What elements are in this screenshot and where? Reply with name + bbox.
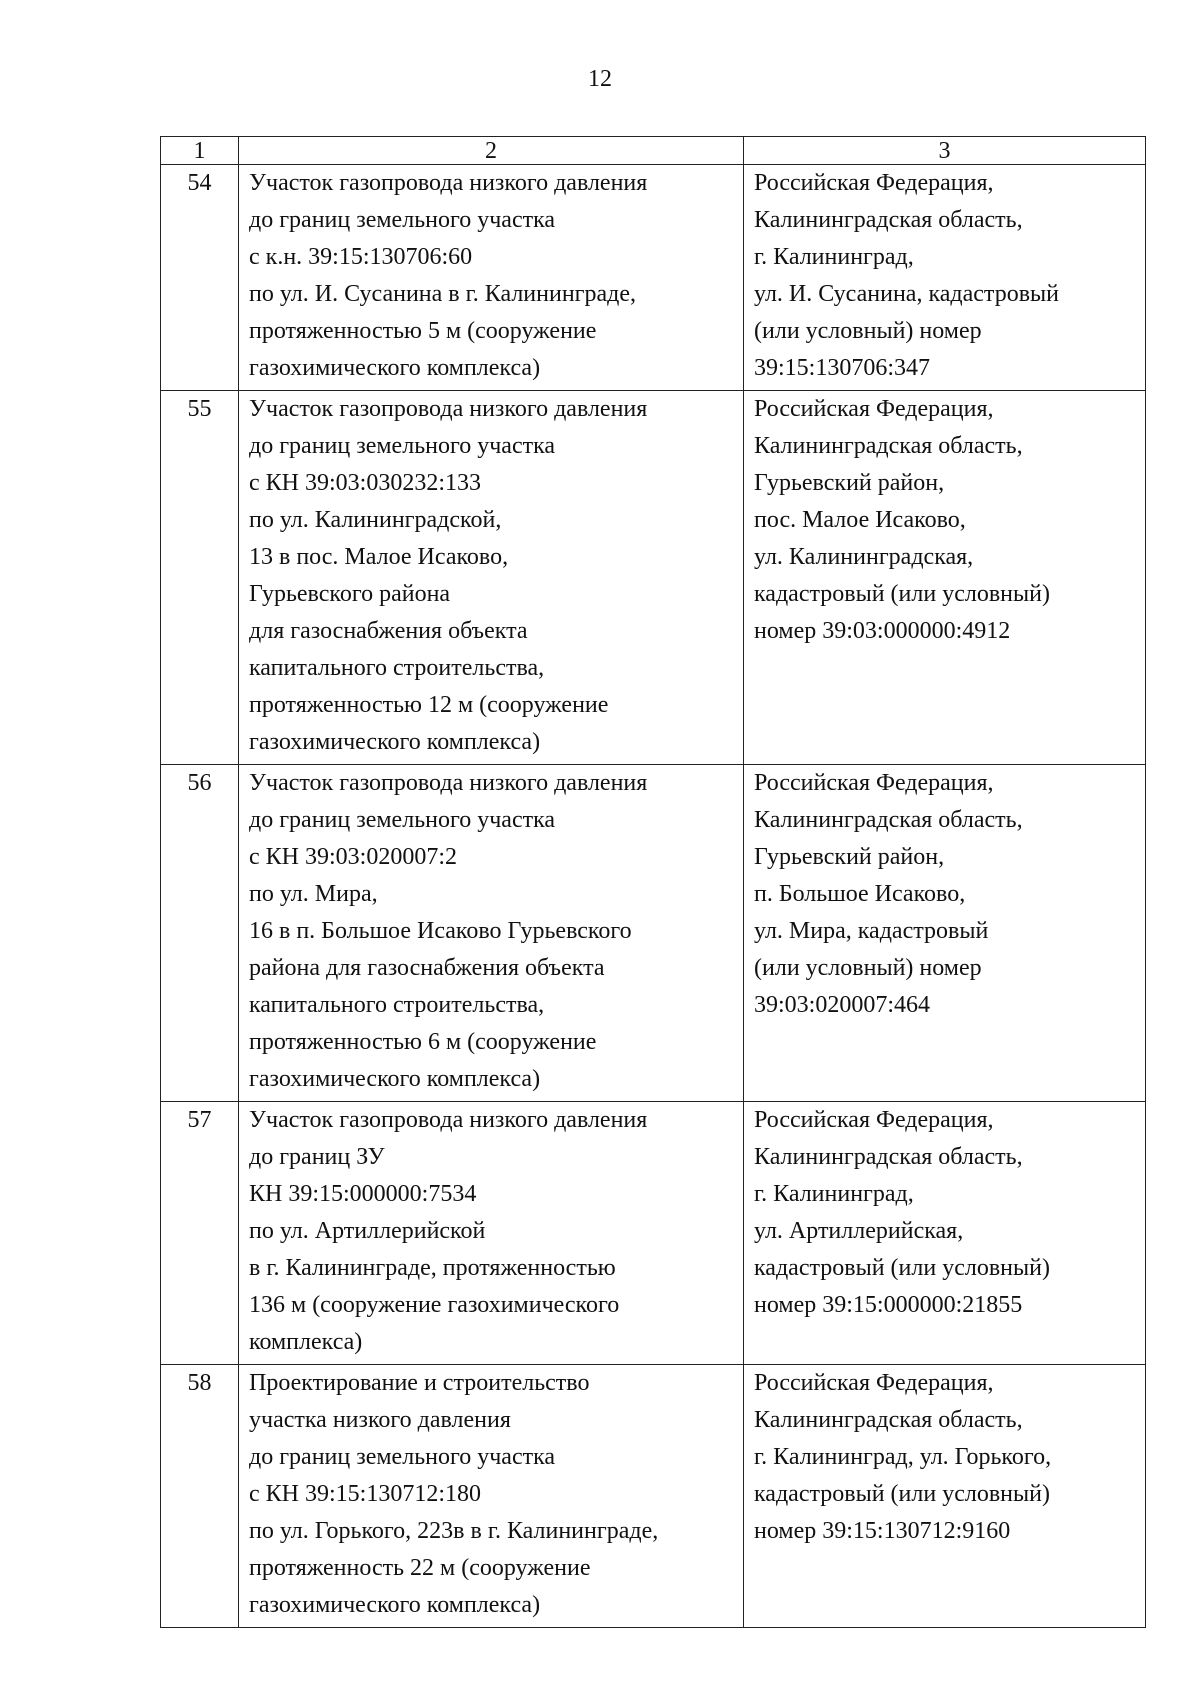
property-table xyxy=(160,136,1146,1628)
description-line: протяженность 22 м (сооружение xyxy=(249,1555,591,1581)
description-line: до границ земельного участка xyxy=(249,807,556,833)
address-line: п. Большое Исаково, xyxy=(754,881,966,907)
address-line: (или условный) номер xyxy=(754,318,982,344)
description-line: Участок газопровода низкого давления xyxy=(249,396,648,422)
description-line: протяженностью 6 м (сооружение xyxy=(249,1029,597,1055)
address-line: кадастровый (или условный) xyxy=(754,581,1050,607)
row-number: 55 xyxy=(161,391,239,765)
description-line: капитального строительства, xyxy=(249,992,545,1018)
description-line: по ул. Мира, xyxy=(249,881,378,907)
address-line: Калининградская область, xyxy=(754,207,1023,233)
table-row xyxy=(161,1102,1146,1365)
description-line: комплекса) xyxy=(249,1329,363,1355)
description-line: газохимического комплекса) xyxy=(249,1066,541,1092)
address-cell xyxy=(744,165,1146,391)
description-line: по ул. Горького, 223в в г. Калининграде, xyxy=(249,1518,659,1544)
description-line: 136 м (сооружение газохимического xyxy=(249,1292,620,1318)
description-line: до границ ЗУ xyxy=(249,1144,385,1170)
object-description-cell xyxy=(239,391,744,765)
description-line: с КН 39:03:030232:133 xyxy=(249,470,481,496)
description-line: газохимического комплекса) xyxy=(249,355,541,381)
address-line: 39:15:130706:347 xyxy=(754,355,931,381)
row-number: 57 xyxy=(161,1102,239,1365)
address-line: Российская Федерация, xyxy=(754,1107,994,1133)
address-line: 39:03:020007:464 xyxy=(754,992,931,1018)
address-line: Калининградская область, xyxy=(754,807,1023,833)
description-line: с КН 39:03:020007:2 xyxy=(249,844,457,870)
address-cell xyxy=(744,1102,1146,1365)
address-line: Российская Федерация, xyxy=(754,1370,994,1396)
description-line: района для газоснабжения объекта xyxy=(249,955,605,981)
table-row xyxy=(161,1365,1146,1628)
description-line: до границ земельного участка xyxy=(249,1444,556,1470)
description-line: участка низкого давления xyxy=(249,1407,511,1433)
page-number: 12 xyxy=(588,66,612,92)
address-line: ул. Мира, кадастровый xyxy=(754,918,989,944)
description-line: газохимического комплекса) xyxy=(249,729,541,755)
address-line: Российская Федерация, xyxy=(754,770,994,796)
description-line: Участок газопровода низкого давления xyxy=(249,1107,648,1133)
description-line: газохимического комплекса) xyxy=(249,1592,541,1618)
object-description-cell xyxy=(239,765,744,1102)
description-line: Участок газопровода низкого давления xyxy=(249,770,648,796)
address-line: (или условный) номер xyxy=(754,955,982,981)
header-row xyxy=(161,137,1146,165)
row-number: 54 xyxy=(161,165,239,391)
address-cell xyxy=(744,1365,1146,1628)
address-line: кадастровый (или условный) xyxy=(754,1255,1050,1281)
description-line: до границ земельного участка xyxy=(249,207,556,233)
address-line: номер 39:15:130712:9160 xyxy=(754,1518,1011,1544)
description-line: по ул. И. Сусанина в г. Калининграде, xyxy=(249,281,637,307)
description-line: Проектирование и строительство xyxy=(249,1370,590,1396)
column-header-number: 1 xyxy=(161,137,239,165)
address-cell xyxy=(744,391,1146,765)
description-line: с КН 39:15:130712:180 xyxy=(249,1481,481,1507)
address-line: Российская Федерация, xyxy=(754,396,994,422)
address-line: Гурьевский район, xyxy=(754,844,945,870)
row-number: 58 xyxy=(161,1365,239,1628)
address-line: номер 39:03:000000:4912 xyxy=(754,618,1011,644)
address-cell xyxy=(744,765,1146,1102)
address-line: Калининградская область, xyxy=(754,1144,1023,1170)
description-line: Гурьевского района xyxy=(249,581,451,607)
address-line: номер 39:15:000000:21855 xyxy=(754,1292,1023,1318)
address-line: Калининградская область, xyxy=(754,433,1023,459)
address-line: ул. И. Сусанина, кадастровый xyxy=(754,281,1059,307)
description-line: для газоснабжения объекта xyxy=(249,618,528,644)
description-line: по ул. Калининградской, xyxy=(249,507,502,533)
column-header-address: 3 xyxy=(744,137,1146,165)
description-line: протяженностью 12 м (сооружение xyxy=(249,692,609,718)
object-description-cell xyxy=(239,1365,744,1628)
description-line: по ул. Артиллерийской xyxy=(249,1218,486,1244)
address-line: пос. Малое Исаково, xyxy=(754,507,966,533)
description-line: КН 39:15:000000:7534 xyxy=(249,1181,477,1207)
description-line: в г. Калининграде, протяженностью xyxy=(249,1255,616,1281)
address-line: ул. Калининградская, xyxy=(754,544,974,570)
description-line: протяженностью 5 м (сооружение xyxy=(249,318,597,344)
description-line: до границ земельного участка xyxy=(249,433,556,459)
address-line: г. Калининград, ул. Горького, xyxy=(754,1444,1052,1470)
description-line: Участок газопровода низкого давления xyxy=(249,170,648,196)
object-description-cell xyxy=(239,165,744,391)
address-line: ул. Артиллерийская, xyxy=(754,1218,964,1244)
description-line: с к.н. 39:15:130706:60 xyxy=(249,244,473,270)
description-line: капитального строительства, xyxy=(249,655,545,681)
table-row xyxy=(161,765,1146,1102)
row-number: 56 xyxy=(161,765,239,1102)
table-body xyxy=(161,165,1146,1628)
description-line: 16 в п. Большое Исаково Гурьевского xyxy=(249,918,632,944)
address-line: кадастровый (или условный) xyxy=(754,1481,1050,1507)
address-line: Российская Федерация, xyxy=(754,170,994,196)
table-row xyxy=(161,391,1146,765)
address-line: Гурьевский район, xyxy=(754,470,945,496)
address-line: Калининградская область, xyxy=(754,1407,1023,1433)
column-header-description: 2 xyxy=(239,137,744,165)
table-row xyxy=(161,165,1146,391)
description-line: 13 в пос. Малое Исаково, xyxy=(249,544,509,570)
address-line: г. Калининград, xyxy=(754,244,914,270)
object-description-cell xyxy=(239,1102,744,1365)
address-line: г. Калининград, xyxy=(754,1181,914,1207)
